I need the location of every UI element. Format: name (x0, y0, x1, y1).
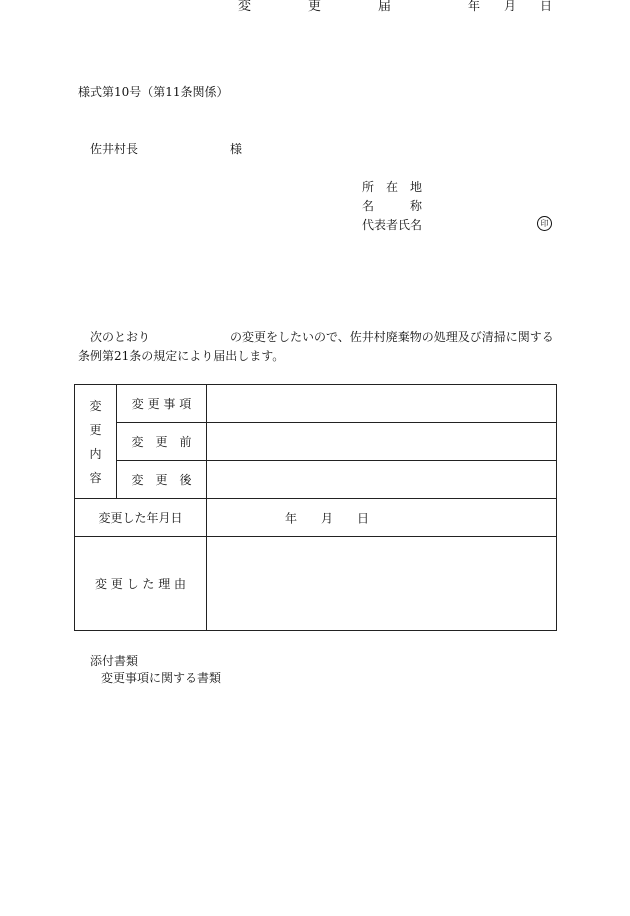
change-date-label: 変更した年月日 (75, 499, 207, 537)
change-date-field[interactable] (207, 499, 557, 537)
addressee-name: 佐井村長 (90, 142, 139, 156)
title-char-1: 変 (238, 0, 252, 14)
representative-label: 代表者氏名 (362, 218, 423, 232)
change-form-table (74, 384, 557, 631)
attachment-item: 変更事項に関する書類 (101, 671, 222, 685)
after-change-label: 変 更 後 (117, 461, 207, 499)
before-change-field[interactable] (207, 423, 557, 461)
group-char-1: 変 (89, 398, 102, 413)
attachments-title: 添付書類 (90, 654, 139, 668)
before-change-label: 変 更 前 (117, 423, 207, 461)
change-date-month: 月 (321, 511, 334, 525)
change-reason-field[interactable] (207, 537, 557, 631)
date-day-label: 日 (540, 0, 553, 13)
date-year-label: 年 (468, 0, 481, 13)
group-char-4: 容 (89, 470, 102, 485)
body-text-1a: 次のとおり (90, 330, 151, 344)
after-change-field[interactable] (207, 461, 557, 499)
body-text-1b: の変更をしたいので、佐井村廃棄物の処理及び清掃に関する (230, 330, 554, 344)
group-char-2: 更 (89, 422, 102, 437)
body-text-2: 条例第21条の規定により届出します。 (78, 349, 285, 363)
group-char-3: 内 (89, 446, 102, 461)
change-content-group-label (75, 385, 117, 499)
change-reason-label: 変 更 し た 理 由 (75, 537, 207, 631)
title-char-2: 更 (308, 0, 322, 14)
change-item-label: 変 更 事 項 (117, 385, 207, 423)
form-number: 様式第10号（第11条関係） (78, 85, 229, 99)
addressee-honorific: 様 (230, 142, 243, 156)
address-label: 所 在 地 (362, 180, 423, 194)
change-date-day: 日 (357, 511, 370, 525)
change-date-year: 年 (285, 511, 298, 525)
seal-mark: 印 (537, 216, 552, 231)
title-char-3: 届 (378, 0, 392, 14)
name-label: 名 称 (362, 199, 423, 213)
change-item-field[interactable] (207, 385, 557, 423)
date-month-label: 月 (504, 0, 517, 13)
